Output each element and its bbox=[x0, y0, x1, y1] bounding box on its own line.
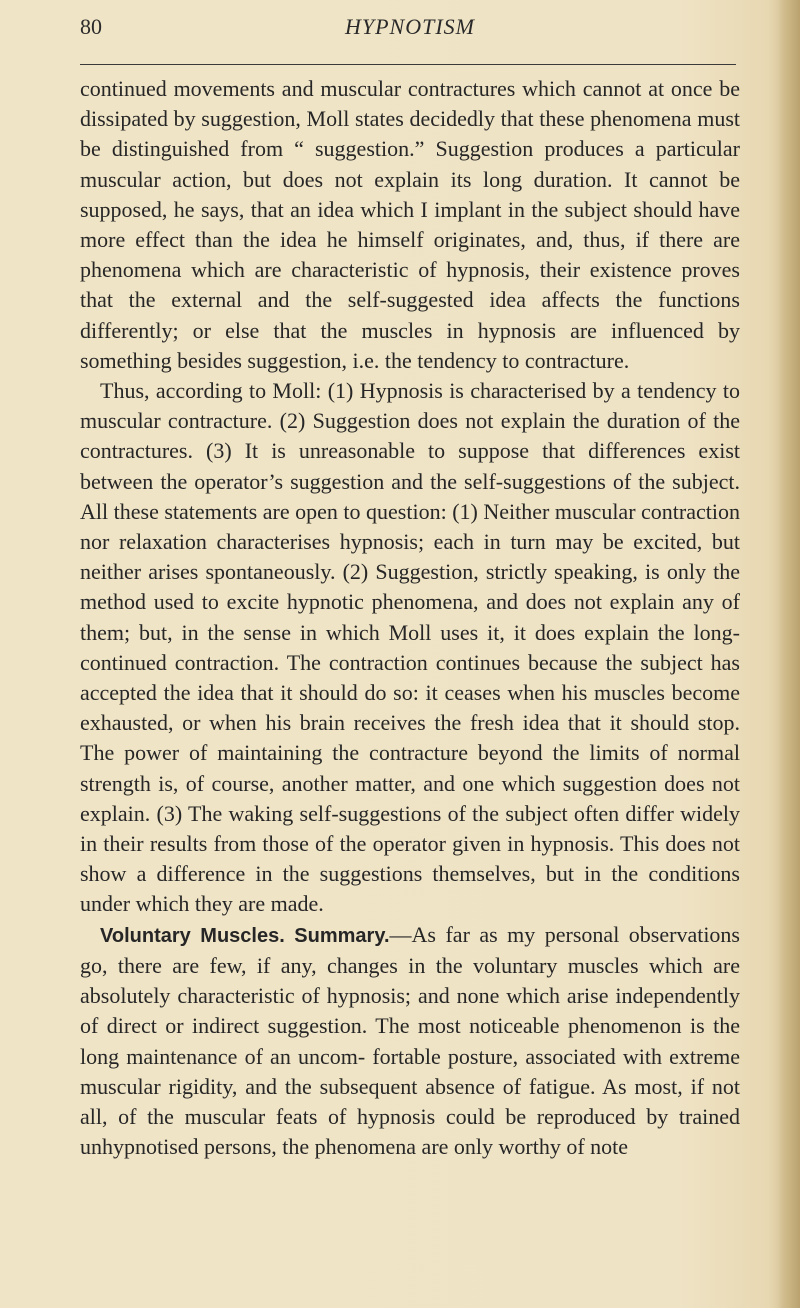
page-header bbox=[80, 14, 740, 48]
paragraph-2: Thus, according to Moll: (1) Hypnosis is characterised by a tendency to muscular contracture. (2) Suggestion does not explain the duration of the contractures. (3) It is unreasonable to suppose that differences exist between the operator’s suggestion and the self-suggestions of the subject. All these statements are open to question: (1) Neither muscular contraction nor relaxation characterises hypnosis; each in turn may be excited, but neither arises spontaneously. (2) Suggestion, strictly speaking, is only the method used to excite hypnotic phenomena, and does not explain any of them; but, in the sense in which Moll uses it, it does explain the long-continued contraction. The contraction continues because the subject has accepted the idea that it should do so: it ceases when his muscles become exhausted, or when his brain receives the fresh idea that it should stop. The power of maintaining the contracture beyond the limits of normal strength is, of course, another matter, and one which suggestion does not explain. (3) The waking self-suggestions of the subject often differ widely in their results from those of the operator given in hypnosis. This does not show a difference in the suggestions themselves, but in the conditions under which they are made. bbox=[80, 378, 740, 917]
header-rule bbox=[80, 64, 736, 65]
body-text bbox=[80, 74, 740, 1162]
paragraph-3-text: —As far as my personal observations go, there are few, if any, changes in the voluntary muscles which are absolutely characteristic of hypnosis; and none which arise independently of direct or indirect suggestion. The most noticeable phenomenon is the long maintenance of an uncom- fortable posture, associated with extreme muscular rigidity, and the subsequent absence of fatigue. As most, if not all, of the muscular feats of hypnosis could be reproduced by trained unhypnotised persons, the phenomena are only worthy of note bbox=[80, 921, 740, 1160]
paragraph-1: continued movements and muscular contractures which cannot at once be dissipated by suggestion, Moll states decidedly that these phenomena must be distinguished from “ suggestion.” Suggestion produces a particular muscular action, but does not explain its long duration. It cannot be supposed, he says, that an idea which I implant in the subject should have more effect than the idea he himself originates, and, thus, if there are phenomena which are characteristic of hypnosis, their existence proves that the external and the self-suggested idea affects the functions differently; or else that the muscles in hypnosis are influenced by something besides suggestion, i.e. the tendency to contracture. bbox=[80, 76, 740, 373]
page-edge-shadow bbox=[778, 0, 800, 1308]
running-head: HYPNOTISM bbox=[344, 14, 475, 39]
page-number: 80 bbox=[80, 14, 102, 39]
section-heading: Voluntary Muscles. Summary. bbox=[100, 924, 390, 947]
paragraph-3 bbox=[80, 920, 740, 1163]
